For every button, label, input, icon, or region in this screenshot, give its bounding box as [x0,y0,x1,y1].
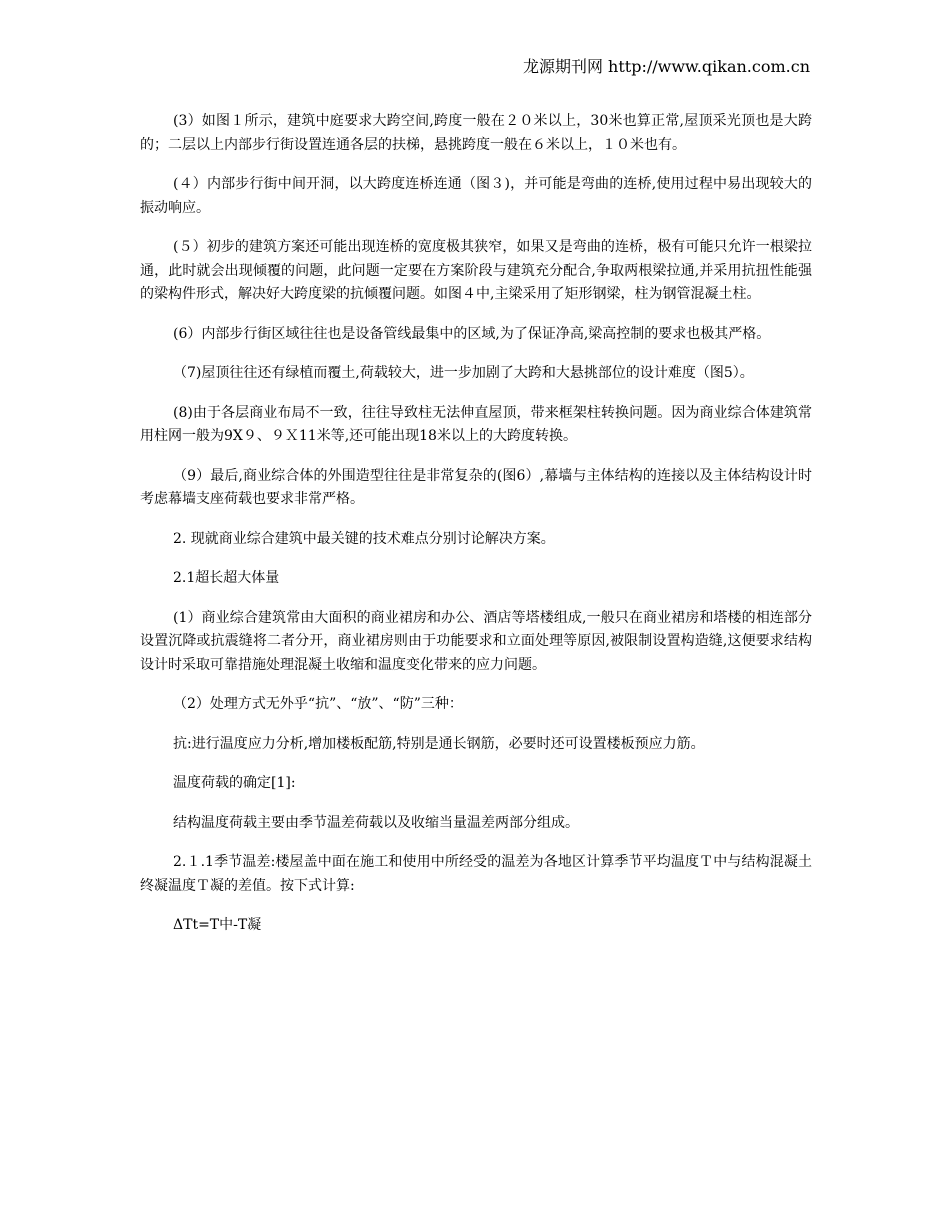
journal-source-header: 龙源期刊网 http://www.qikan.com.cn [522,57,810,76]
section-2-1-heading: 2.1超长超大体量 [173,570,280,586]
formula-delta-t: ΔTt=T中-T凝 [173,917,262,933]
paragraph-temperature-load: 结构温度荷载主要由季节温差荷载以及收缩当量温差两部分组成。 [173,814,579,831]
paragraph-5: (５）初步的建筑方案还可能出现连桥的宽度极其狭窄，如果又是弯曲的连桥，极有可能只允许一根梁拉通，此时就会出现倾覆的问题，此问题一定要在方案阶段与建筑充分配合,争取两根梁拉通,并采用抗扭性能强的梁构件形式，解决好大跨度梁的抗倾覆问题。如图４中,主梁采用了矩形钢梁，柱为钢管混凝土柱。 [140,239,812,302]
paragraph-resist: 抗:进行温度应力分析,增加楼板配筋,特别是通长钢筋，必要时还可设置楼板预应力筋。 [173,735,705,752]
paragraph-2-1-1: (1）商业综合建筑常由大面积的商业裙房和办公、酒店等塔楼组成,一般只在商业裙房和塔楼的相连部分设置沉降或抗震缝将二者分开，商业裙房则由于功能要求和立面处理等原因,被限制设置构造缝,这便要求结构设计时采取可靠措施处理混凝土收缩和温度变化带来的应力问题。 [140,609,812,673]
paragraph-2-1-2: （2）处理方式无外乎“抗”、“放”、“防”三种： [173,696,463,712]
paragraph-8: (8)由于各层商业布局不一致，往往导致柱无法伸直屋顶，带来框架柱转换问题。因为商业综合体建筑常用柱网一般为9X９、９Ｘ11米等,还可能出现18米以上的大跨度转换。 [140,404,812,444]
article-body [140,110,812,954]
temperature-load-heading: 温度荷载的确定[1]: [173,775,296,791]
paragraph-6: (6）内部步行街区域往往也是设备管线最集中的区域,为了保证净高,梁高控制的要求也极其严格。 [173,325,771,342]
paragraph-7: （7)屋顶往往还有绿植而覆土,荷载较大，进一步加剧了大跨和大悬挑部位的设计难度（图5）。 [173,365,754,381]
paragraph-9: （9）最后,商业综合体的外围造型往往是非常复杂的(图6）,幕墙与主体结构的连接以及主体结构设计时考虑幕墙支座荷载也要求非常严格。 [140,467,812,507]
paragraph-seasonal-temperature: 2.１.1季节温差:楼屋盖中面在施工和使用中所经受的温差为各地区计算季节平均温度Ｔ中与结构混凝土终凝温度Ｔ凝的差值。按下式计算: [140,854,812,894]
section-2-heading: 2. 现就商业综合建筑中最关键的技术难点分别讨论解决方案。 [173,530,555,547]
paragraph-4: (４）内部步行街中间开洞，以大跨度连桥连通（图３)，并可能是弯曲的连桥,使用过程中易出现较大的振动响应。 [140,176,812,216]
paragraph-3: (3）如图１所示，建筑中庭要求大跨空间,跨度一般在２０米以上，30米也算正常,屋顶采光顶也是大跨的；二层以上内部步行街设置连通各层的扶梯，悬挑跨度一般在６米以上，１０米也有。 [140,113,812,153]
